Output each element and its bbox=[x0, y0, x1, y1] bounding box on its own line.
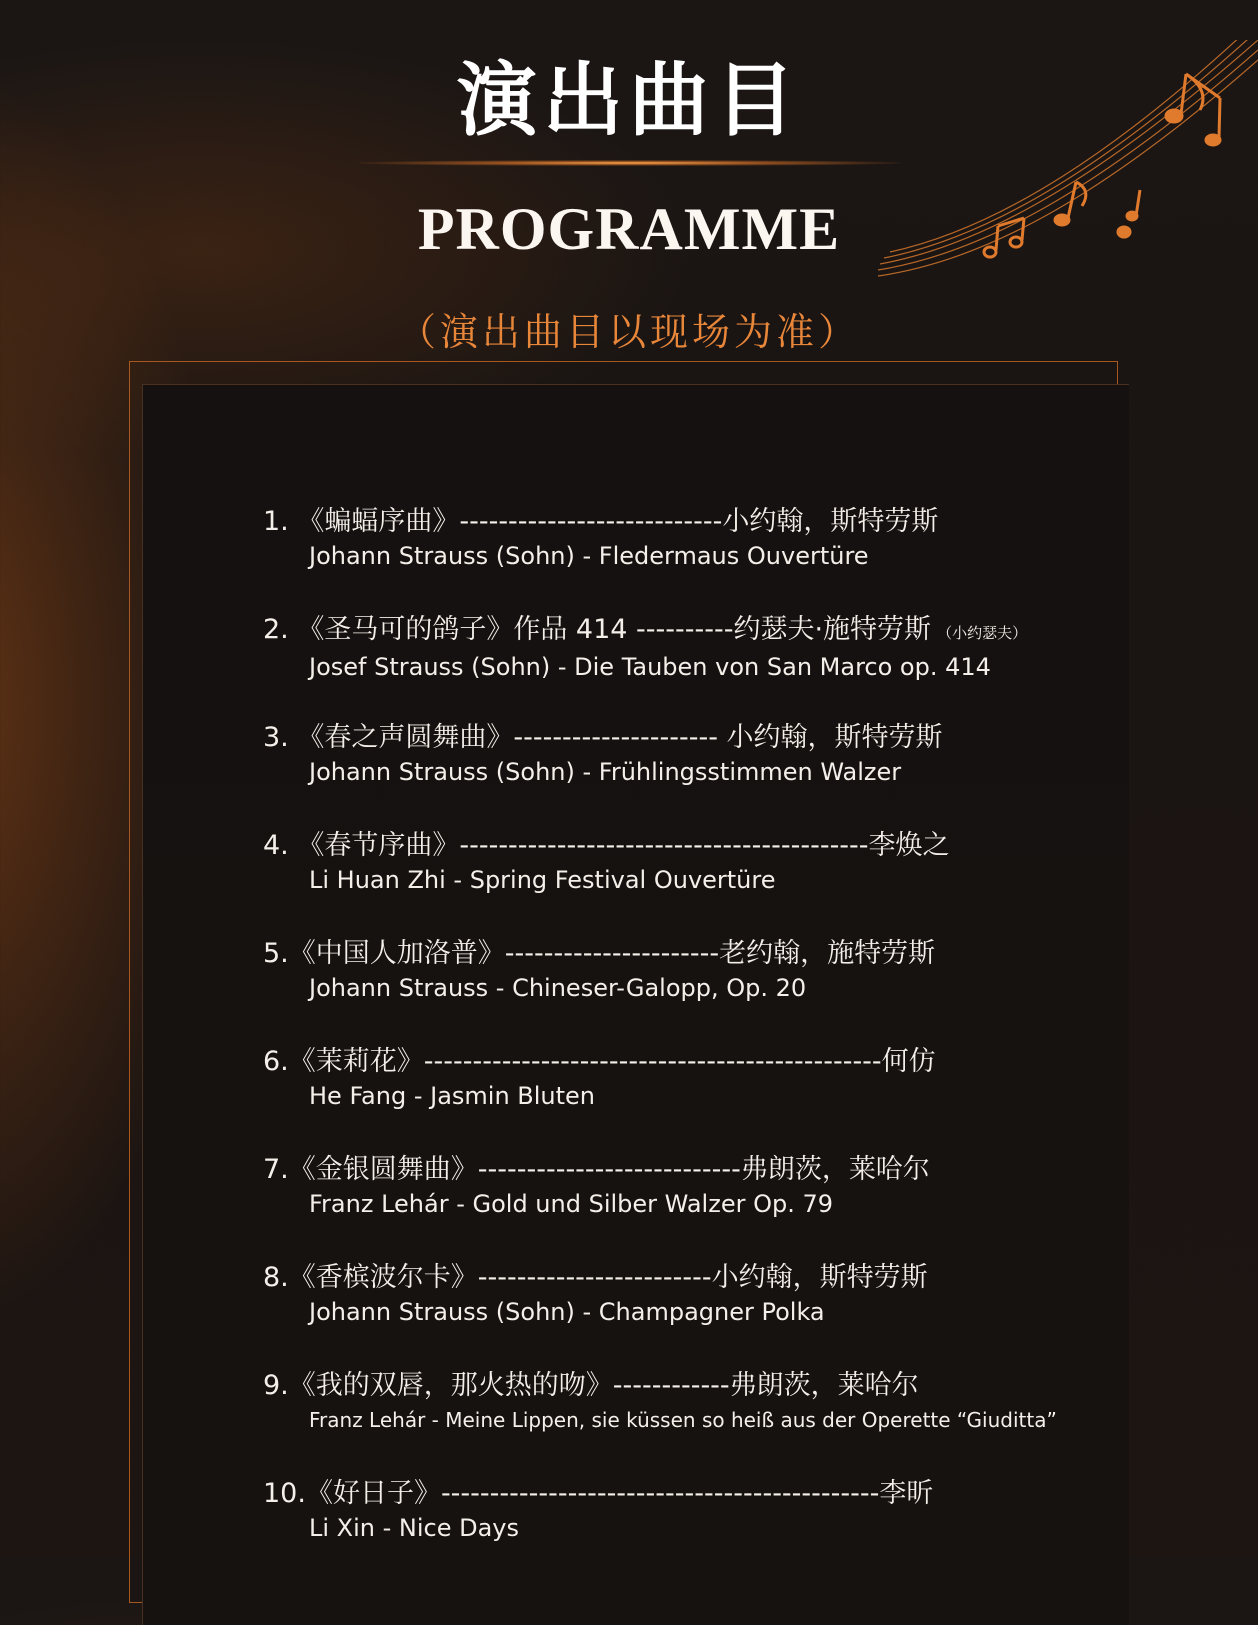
programme-item-10 bbox=[263, 1476, 1103, 1544]
programme-item-title-cn: 6.《茉莉花》-----------------------------------------------何仿 bbox=[263, 1046, 936, 1077]
programme-item-3 bbox=[263, 720, 1103, 788]
programme-item-title-cn: 8.《香槟波尔卡》------------------------小约翰，斯特劳斯 bbox=[263, 1262, 928, 1293]
programme-item-6 bbox=[263, 1044, 1103, 1112]
music-notes-staff-icon bbox=[870, 40, 1258, 300]
programme-item-5 bbox=[263, 936, 1103, 1004]
title-divider-glow bbox=[360, 160, 900, 166]
programme-subtitle: （演出曲目以现场为准） bbox=[397, 310, 860, 354]
programme-item-note: （小约瑟夫） bbox=[937, 624, 1028, 642]
programme-item-4 bbox=[263, 828, 1103, 896]
programme-item-title-en: Franz Lehár - Gold und Silber Walzer Op. 79 bbox=[309, 1190, 834, 1218]
programme-item-title-cn: 5.《中国人加洛普》----------------------老约翰，施特劳斯 bbox=[263, 938, 936, 969]
programme-item-9 bbox=[263, 1368, 1103, 1436]
programme-item-title-en: Johann Strauss (Sohn) - Frühlingsstimmen Walzer bbox=[309, 758, 902, 786]
programme-item-title-cn: 10.《好日子》---------------------------------------------李昕 bbox=[263, 1478, 934, 1509]
programme-item-title-en: Josef Strauss (Sohn) - Die Tauben von San Marco op. 414 bbox=[309, 653, 991, 681]
programme-item-title-cn: 4. 《春节序曲》------------------------------------------李焕之 bbox=[263, 830, 950, 861]
page-title-english: PROGRAMME bbox=[417, 196, 841, 262]
programme-item-title-cn: 3. 《春之声圆舞曲》--------------------- 小约翰，斯特劳斯 bbox=[263, 722, 943, 753]
page-title-chinese: 演出曲目 bbox=[457, 53, 801, 147]
programme-item-title-cn: 2. 《圣马可的鸽子》作品 414 ----------约瑟夫·施特劳斯 bbox=[263, 614, 932, 645]
programme-item-title-en: Johann Strauss - Chineser-Galopp, Op. 20 bbox=[309, 974, 807, 1002]
programme-item-title-cn: 9.《我的双唇，那火热的吻》------------弗朗茨，莱哈尔 bbox=[263, 1370, 919, 1401]
programme-item-title-en: Li Xin - Nice Days bbox=[309, 1514, 520, 1542]
programme-item-7 bbox=[263, 1152, 1103, 1220]
programme-item-1 bbox=[263, 504, 1103, 572]
programme-item-title-en: Franz Lehár - Meine Lippen, sie küssen so heiß aus der Operette “Giuditta” bbox=[309, 1408, 1057, 1432]
programme-item-title-en: He Fang - Jasmin Bluten bbox=[309, 1082, 596, 1110]
programme-item-8 bbox=[263, 1260, 1103, 1328]
programme-item-title-en: Li Huan Zhi - Spring Festival Ouvertüre bbox=[309, 866, 776, 894]
programme-item-title-en: Johann Strauss (Sohn) - Champagner Polka bbox=[309, 1298, 825, 1326]
programme-item-title-en: Johann Strauss (Sohn) - Fledermaus Ouvertüre bbox=[309, 542, 869, 570]
programme-item-title-cn: 1. 《蝙蝠序曲》---------------------------小约翰，斯特劳斯 bbox=[263, 506, 939, 537]
programme-item-title-cn: 7.《金银圆舞曲》---------------------------弗朗茨，莱哈尔 bbox=[263, 1154, 930, 1185]
programme-item-2 bbox=[263, 612, 1103, 683]
